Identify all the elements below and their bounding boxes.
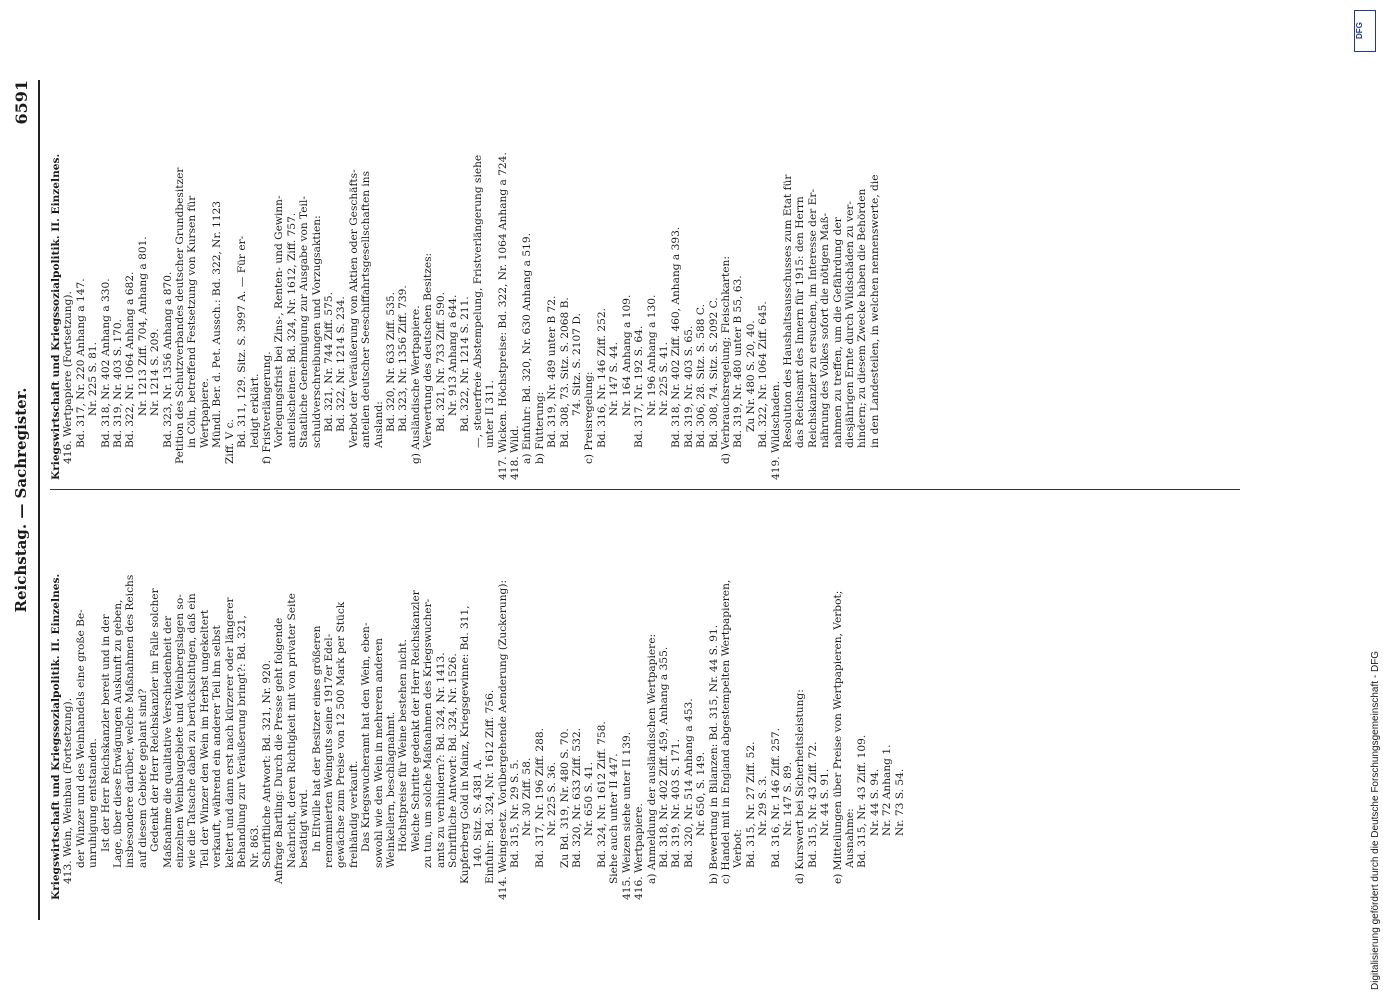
text-line: amts zu verhindern?: Bd. 324, Nr. 1413.: [434, 652, 447, 868]
text-line: Lage, über diese Erwägungen Auskunft zu geben,: [112, 599, 125, 868]
text-line: unter II 311.: [484, 380, 497, 448]
text-line: 416. Wertpapiere.: [633, 803, 646, 900]
text-line: Reichskanzler zu ersuchen, im Interesse der Er-: [806, 188, 819, 448]
text-line: Bd. 322, Nr. 1214 S. 211.: [459, 296, 472, 432]
text-line: Höchstpreise für Weine bestehen nicht.: [397, 639, 410, 852]
text-line: das Reichsamt des Innern für 1915: den Herrn: [794, 196, 807, 448]
text-line: Kriegswirtschaft und Kriegssozialpolitik. II. Einzelnes.: [50, 573, 62, 900]
text-line: a) Anmeldung der ausländischen Wertpapiere:: [645, 633, 658, 884]
dfg-logo: DFG: [1354, 10, 1376, 52]
text-line: Behandlung zur Veräußerung bringt?: Bd. 321,: [236, 615, 249, 868]
text-line: 413. Wein, Weinbau (Fortsetzung).: [62, 697, 75, 884]
text-line: 140. Sitz. S. 4381 A.: [471, 758, 484, 868]
text-line: Bd. 321, Nr. 744 Ziff. 575.: [322, 292, 335, 432]
text-line: Nachricht, deren Richtigkeit mit von privater Seite: [285, 593, 298, 868]
text-line: Nr. 225 S. 81.: [87, 342, 100, 416]
text-line: Bd. 321, Nr. 733 Ziff. 590.: [434, 292, 447, 432]
text-line: Bd. 323, Nr. 1356 Ziff. 739.: [397, 285, 410, 432]
text-line: Staatliche Genehmigung zur Ausgabe von Teil-: [298, 196, 311, 448]
text-line: Bd. 318, Nr. 402 Anhang a 330.: [99, 278, 112, 448]
text-line: Zu Nr. 480 S. 20, 40.: [744, 320, 757, 432]
text-line: Bd. 315, Nr. 43 Ziff. 109.: [856, 734, 869, 868]
text-line: Bd. 320, Nr. 514 Anhang a 453.: [682, 698, 695, 868]
text-line: Nr. 913 Anhang a 644.: [447, 294, 459, 416]
text-line: g) Ausländische Wertpapiere.: [409, 305, 422, 464]
text-line: Nr. 225 S. 41.: [657, 342, 670, 416]
text-line: Bd. 316, Nr. 146 Ziff. 252.: [595, 308, 608, 448]
text-line: Bd. 319, Nr. 489 unter B 72.: [546, 295, 559, 448]
text-line: Nr. 29 S. 3.: [757, 775, 770, 836]
text-line: Mündl. Ber. d. Pet. Aussch.: Bd. 322, Nr. 1123: [211, 200, 224, 448]
text-line: nahmen zu treffen, um die Gefährdung der: [831, 217, 844, 448]
text-line: einzelnen Weinbaugebiete und Weinbergslagen so-: [174, 594, 187, 868]
text-line: der Winzer und des Weinhandels eine große Be-: [74, 609, 87, 868]
text-line: Verbot der Veräußerung von Aktien oder Geschäfts-: [347, 169, 360, 448]
text-line: Nr. 147 S. 44.: [608, 342, 621, 416]
text-line: renommierten Weinguts seine 1917er Edel-: [322, 633, 335, 868]
text-line: verkauft, während ein anderer Teil ihn selbst: [211, 625, 224, 868]
text-line: 74. Sitz. S. 2107 D.: [571, 313, 584, 416]
digitization-credit: [1350, 10, 1380, 990]
text-line: Nr. 196 Anhang a 130.: [645, 294, 658, 416]
text-line: Nr. 1213 Ziff. 704, Anhang a 801.: [136, 236, 149, 416]
text-line: Schriftliche Antwort: Bd. 321, Nr. 920.: [260, 660, 273, 868]
text-line: in den Landesteilen, in welchen nennenswerte, die: [868, 174, 881, 448]
text-line: Bd. 322, Nr. 1214 S. 234.: [335, 296, 348, 432]
text-line: Bd. 319, Nr. 403 S. 65.: [682, 325, 695, 448]
text-line: f) Fristverlängerung.: [260, 351, 273, 464]
page-title: Reichstag. — Sachregister.: [12, 387, 30, 613]
text-line: Bd. 315, Nr. 27 Ziff. 52.: [744, 741, 757, 868]
text-line: Nr. 650, S. 149.: [695, 751, 708, 836]
text-line: Kriegswirtschaft und Kriegssozialpolitik. II. Einzelnes.: [50, 153, 62, 480]
text-line: Vorlegungsfrist bei Zins-, Renten- und Gewinn-: [273, 195, 286, 448]
text-line: keltert und dann erst nach kürzerer oder längerer: [223, 597, 236, 868]
text-line: Bd. 322, Nr. 1064 Ziff. 645.: [757, 301, 770, 448]
text-line: sowohl wie den Wein in mehreren anderen: [372, 638, 385, 868]
text-line: Schriftliche Antwort: Bd. 324, Nr. 1526.: [447, 653, 459, 868]
text-line: Gedenkt der Herr Reichskanzler im Falle solcher: [149, 588, 162, 852]
credit-text: Digitalisierung gefördert durch die Deutsche Forschungsgemeinschaft - DFG: [1370, 650, 1381, 990]
text-line: Nr. 72 Anhang 1.: [881, 744, 894, 836]
text-line: Bd. 315, Nr. 43 Ziff. 72.: [806, 741, 819, 868]
text-line: Bd. 317, Nr. 220 Anhang a 147.: [74, 278, 87, 448]
text-line: Verwertung des deutschen Besitzes:: [422, 252, 435, 448]
text-line: nährung des Volkes sofort die nötigen Maß-: [819, 212, 832, 448]
text-line: Bd. 308, 73. Sitz. S. 2068 B.: [558, 297, 571, 448]
text-line: Bd. 318, Nr. 402 Ziff. 459, Anhang a 355.: [657, 646, 670, 868]
text-line: Ist der Herr Reichskanzler bereit und in der: [99, 614, 112, 852]
text-line: Ausland:: [372, 401, 385, 448]
text-line: anteilen deutscher Seeschiffahrtsgesellschaften ins: [360, 170, 373, 448]
text-line: Resolution des Haushaltsausschusses zum Etat für: [781, 174, 794, 448]
text-line: zu tun, um solche Maßnahmen des Kriegswucher-: [422, 598, 435, 868]
text-line: freihändig verkauft.: [347, 760, 360, 868]
text-line: Bd. 315, Nr. 29 S. 5.: [509, 759, 522, 868]
text-line: d) Kurswert bei Sicherheitsleistung:: [794, 689, 807, 884]
text-line: Bd. 311, 129. Sitz. S. 3997 A. — Für er-: [236, 235, 249, 448]
text-line: b) Bewertung in Bilanzen: Bd. 315, Nr. 44 S. 91.: [707, 624, 720, 884]
text-line: Nr. 650 S. 41.: [583, 762, 596, 836]
text-line: Ausnahme:: [844, 808, 856, 868]
text-line: Maßnahme die qualitative Verschiedenheit der: [161, 615, 174, 868]
text-line: Nr. 147 S. 89.: [781, 762, 794, 836]
text-line: schuldverschreibungen und Vorzugsaktien:: [310, 215, 323, 448]
text-line: Bd. 324, Nr. 1612 Ziff. 758.: [595, 721, 608, 868]
text-line: Weinkellern, beschlagnahmt.: [384, 711, 397, 868]
text-line: Anfrage Bartling: Durch die Presse geht folgende: [273, 617, 286, 884]
left-column: [50, 500, 906, 900]
text-line: hindern; zu diesem Zwecke haben die Behörden: [856, 188, 869, 448]
text-line: Bd. 322, Nr. 1064 Anhang a 682.: [124, 271, 137, 448]
text-line: Bd. 320, Nr. 633 Ziff. 532.: [571, 728, 584, 868]
text-line: Siehe auch unter II 447.: [608, 753, 621, 884]
text-line: Nr. 863.: [248, 824, 261, 868]
text-line: anteilscheinen: Bd. 324, Nr. 1612, Ziff. 757.: [285, 212, 298, 448]
text-line: Welche Schritte gedenkt der Herr Reichskanzler: [409, 590, 422, 852]
text-line: Nr. 30 Ziff. 58.: [521, 757, 534, 836]
text-line: Zu Bd. 319, Nr. 480 S. 70.: [558, 728, 571, 868]
text-line: Bd. 319, Nr. 403 S. 170.: [112, 319, 125, 448]
right-column: [50, 80, 881, 480]
text-line: Teil der Winzer den Wein im Herbst ungekeltert: [198, 609, 211, 868]
page-header: [8, 80, 40, 920]
text-line: e) Mitteilungen über Preise von Wertpapieren, Verbot;: [831, 590, 844, 884]
text-line: 416. Wertpapiere (Fortsetzung).: [62, 291, 75, 464]
text-line: Bd. 306, 28. Sitz. S. 588 C.: [695, 304, 708, 448]
text-line: Nr. 164 Anhang a 109.: [620, 294, 633, 416]
text-line: ledigt erklärt.: [248, 373, 261, 448]
text-line: Bd. 317, Nr. 196 Ziff. 288.: [533, 728, 546, 868]
text-line: Wertpapiere.: [198, 378, 211, 448]
text-line: Kupferberg Gold in Mainz, Kriegsgewinne: Bd. 311,: [459, 605, 472, 884]
text-line: unruhigung entstanden.: [87, 738, 100, 868]
text-line: Nr. 225 S. 36.: [546, 762, 559, 836]
text-line: 419. Wildschaden.: [769, 381, 782, 480]
text-line: diesjährigen Ernte durch Wildschäden zu ver-: [844, 201, 856, 448]
text-line: c) Preisregelung:: [583, 371, 596, 464]
text-line: Bd. 318, Nr. 402 Ziff. 460, Anhang a 393.: [670, 226, 683, 448]
text-line: c) Handel mit in England abgestempelten Wertpapieren,: [719, 579, 732, 884]
text-line: Bd. 319, Nr. 403 S. 171.: [670, 739, 683, 868]
text-line: d) Verbrauchsregelung; Fleischkarten:: [719, 256, 732, 464]
text-line: wie die Tatsache dabei zu berücksichtigen, daß ein: [186, 593, 199, 868]
text-line: 415. Weizen siehe unter II 139.: [620, 731, 633, 900]
text-line: Petition des Schutzverbandes deutscher Grundbesitzer: [174, 167, 187, 464]
text-line: b) Fütterung:: [533, 391, 546, 464]
text-line: auf diesem Gebiete geplant sind?: [136, 688, 149, 868]
text-line: Das Kriegswucheramt hat den Wein, eben-: [360, 622, 373, 852]
text-line: a) Einfuhr: Bd. 320, Nr. 630 Anhang a 519.: [521, 233, 534, 464]
text-line: Nr. 73 S. 54.: [893, 768, 906, 836]
page-number: 6591: [12, 80, 31, 125]
text-line: in Cöln, betreffend Festsetzung von Kursen für: [186, 195, 199, 448]
text-line: Nr. 44 S. 91.: [819, 768, 832, 836]
text-line: In Eltville hat der Besitzer eines größeren: [310, 625, 323, 852]
text-line: Bd. 308, 74. Sitz. S. 2092 C.: [707, 297, 720, 448]
text-line: —, steuerfreie Abstempelung, Fristverlängerung siehe: [471, 154, 484, 448]
text-line: Bd. 316, Nr. 146 Ziff. 257.: [769, 728, 782, 868]
text-line: Einfuhr: Bd. 324, Nr. 1612 Ziff. 756.: [484, 689, 497, 884]
text-line: Bd. 323, Nr. 1356 Anhang a 870.: [161, 271, 174, 448]
text-line: 414. Weingesetz. Vorübergehende Aenderung (Zuckerung):: [496, 579, 509, 900]
text-line: 418. Wild.: [509, 425, 522, 480]
column-divider: [50, 489, 1240, 490]
text-line: Verbot:: [732, 829, 745, 868]
text-line: Bd. 319, Nr. 480 unter B 55, 63.: [732, 275, 745, 448]
text-line: gewächse zum Preise von 12 500 Mark per Stück: [335, 601, 348, 868]
text-line: bestätigt wird.: [298, 789, 311, 868]
text-line: Ziff. V c.: [223, 419, 236, 464]
text-line: Nr. 44 S. 94.: [868, 768, 881, 836]
text-line: Bd. 317, Nr. 192 S. 64.: [633, 325, 646, 448]
text-line: 417. Wicken. Höchstpreise: Bd. 322, Nr. 1064 Anhang a 724.: [496, 152, 509, 480]
text-line: insbesondere darüber, welche Maßnahmen des Reichs: [124, 574, 137, 868]
text-line: Bd. 320, Nr. 633 Ziff. 535.: [384, 292, 397, 432]
text-line: Nr. 1214 S. 209.: [149, 328, 162, 416]
